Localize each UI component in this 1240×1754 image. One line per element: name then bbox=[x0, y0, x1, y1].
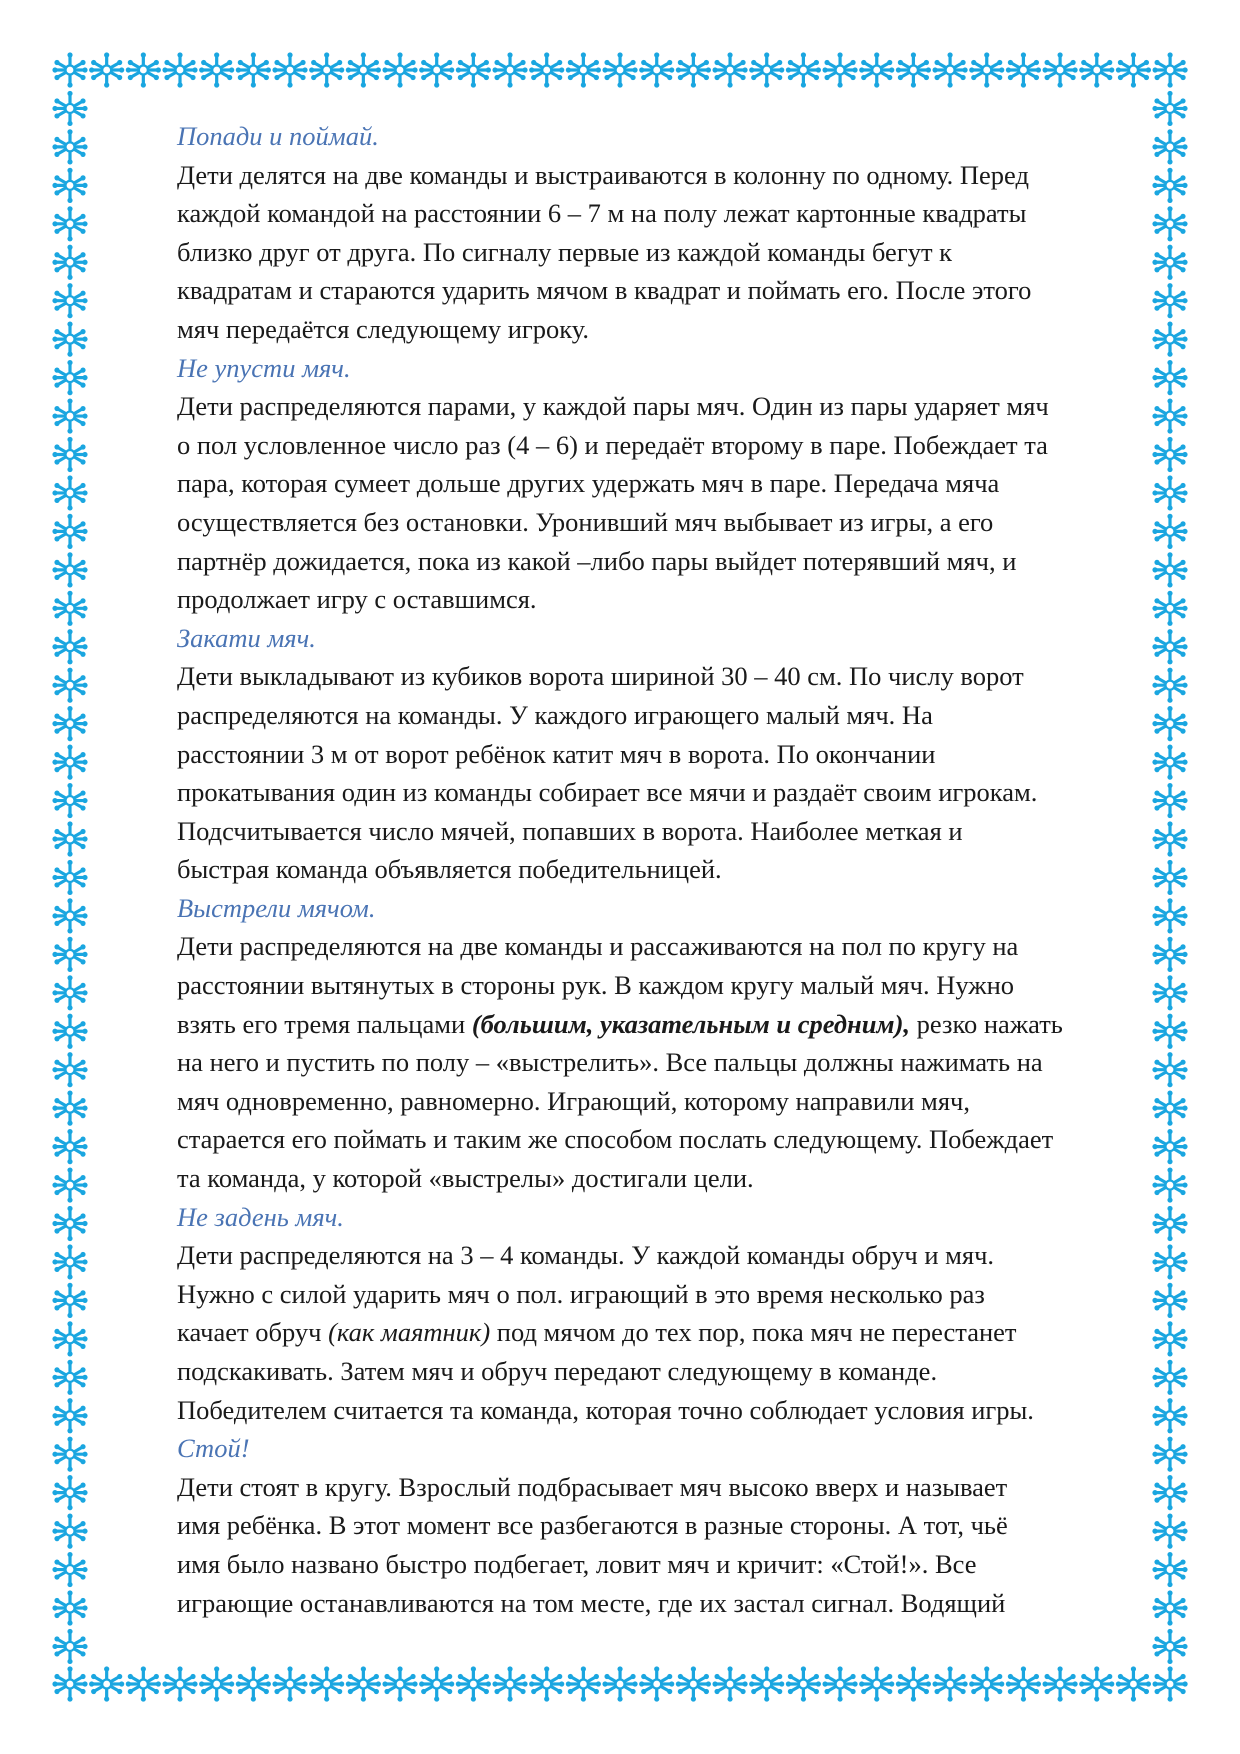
snowflake-star-icon bbox=[309, 52, 344, 87]
description-part: Дети распределяются на 3 – 4 команды. У каждой команды обруч и мяч. Нужно с силой ударить мяч о пол. играющий в это время несколько раз качает обруч bbox=[177, 1240, 995, 1348]
snowflake-star-icon bbox=[1152, 475, 1187, 510]
snowflake-star-icon bbox=[529, 52, 564, 87]
snowflake-star-icon bbox=[52, 629, 87, 664]
snowflake-star-icon bbox=[1152, 1206, 1187, 1241]
snowflake-star-icon bbox=[52, 206, 87, 241]
game-title: Стой! bbox=[177, 1433, 250, 1464]
snowflake-star-icon bbox=[162, 52, 197, 87]
snowflake-star-icon bbox=[52, 398, 87, 433]
snowflake-star-icon bbox=[1152, 129, 1187, 164]
snowflake-star-icon bbox=[1152, 1283, 1187, 1318]
snowflake-star-icon bbox=[969, 1666, 1004, 1701]
snowflake-star-icon bbox=[1153, 1666, 1188, 1701]
snowflake-star-icon bbox=[602, 52, 637, 87]
game-2 bbox=[177, 349, 1157, 619]
snowflake-star-icon bbox=[52, 129, 87, 164]
snowflake-star-icon bbox=[52, 1206, 87, 1241]
snowflake-star-icon bbox=[969, 52, 1004, 87]
snowflake-star-icon bbox=[456, 1666, 491, 1701]
snowflake-star-icon bbox=[52, 860, 87, 895]
snowflake-star-icon bbox=[676, 1666, 711, 1701]
snowflake-star-icon bbox=[1152, 168, 1187, 203]
snowflake-star-icon bbox=[52, 1167, 87, 1202]
snowflake-star-icon bbox=[52, 1590, 87, 1625]
snowflake-star-icon bbox=[52, 591, 87, 626]
snowflake-star-icon bbox=[1152, 91, 1187, 126]
snowflake-star-icon bbox=[932, 52, 967, 87]
snowflake-star-icon bbox=[566, 52, 601, 87]
snowflake-star-icon bbox=[52, 1475, 87, 1510]
snowflake-star-icon bbox=[492, 1666, 527, 1701]
snowflake-star-icon bbox=[1116, 52, 1151, 87]
snowflake-star-icon bbox=[52, 437, 87, 472]
snowflake-star-icon bbox=[52, 1129, 87, 1164]
snowflake-star-icon bbox=[1152, 706, 1187, 741]
snowflake-star-icon bbox=[1079, 52, 1114, 87]
snowflake-star-icon bbox=[1042, 1666, 1077, 1701]
snowflake-star-icon bbox=[52, 706, 87, 741]
snowflake-star-icon bbox=[236, 52, 271, 87]
snowflake-star-icon bbox=[52, 1321, 87, 1356]
snowflake-star-icon bbox=[52, 1437, 87, 1472]
snowflake-star-icon bbox=[52, 937, 87, 972]
snowflake-star-icon bbox=[89, 52, 124, 87]
snowflake-star-icon bbox=[52, 1014, 87, 1049]
description-emphasis: (большим, указательным и средним), bbox=[471, 1008, 911, 1039]
snowflake-star-icon bbox=[236, 1666, 271, 1701]
snowflake-star-icon bbox=[52, 1629, 87, 1664]
snowflake-star-icon bbox=[309, 1666, 344, 1701]
snowflake-star-icon bbox=[382, 1666, 417, 1701]
snowflake-star-icon bbox=[639, 1666, 674, 1701]
snowflake-star-icon bbox=[749, 1666, 784, 1701]
snowflake-star-icon bbox=[52, 821, 87, 856]
snowflake-star-icon bbox=[52, 1514, 87, 1549]
snowflake-star-icon bbox=[1116, 1666, 1151, 1701]
snowflake-star-icon bbox=[749, 52, 784, 87]
snowflake-star-icon bbox=[1152, 398, 1187, 433]
snowflake-star-icon bbox=[1152, 1360, 1187, 1395]
snowflake-star-icon bbox=[786, 1666, 821, 1701]
snowflake-star-icon bbox=[199, 52, 234, 87]
game-description: Дети выкладывают из кубиков ворота шириной 30 – 40 см. По числу ворот распределяются на команды. У каждого играющего малый мяч. На расстоянии 3 м от ворот ребёнок катит мяч в ворота. По окончании прокатывания один из команды собирает все мячи и раздаёт своим игрокам. Подсчитывается число мячей, попавших в ворота. Наиболее меткая и быстрая команда объявляется победительницей. bbox=[177, 661, 1038, 885]
snowflake-star-icon bbox=[1152, 1091, 1187, 1126]
snowflake-star-icon bbox=[1152, 1514, 1187, 1549]
snowflake-star-icon bbox=[859, 1666, 894, 1701]
snowflake-star-icon bbox=[1006, 1666, 1041, 1701]
description-emphasis: (как маятник) bbox=[328, 1317, 491, 1348]
description-part: под мячом до тех пор, пока мяч не перестанет подскакивать. Затем мяч и обруч передают следующему в команде. Победителем считается та команда, которая точно соблюдает условия игры. bbox=[177, 1317, 1034, 1425]
snowflake-star-icon bbox=[52, 1666, 87, 1701]
snowflake-star-icon bbox=[859, 52, 894, 87]
snowflake-star-icon bbox=[1152, 245, 1187, 280]
snowflake-star-icon bbox=[712, 1666, 747, 1701]
snowflake-star-icon bbox=[1152, 1552, 1187, 1587]
document-body bbox=[177, 117, 1157, 1622]
snowflake-star-icon bbox=[676, 52, 711, 87]
game-description: Дети распределяются парами, у каждой пары мяч. Один из пары ударяет мяч о пол условленное число раз (4 – 6) и передаёт второму в паре. Побеждает та пара, которая сумеет дольше других удержать мяч в паре. Передача мяча осуществляется без остановки. Уронивший мяч выбывает из игры, а его партнёр дожидается, пока из какой –либо пары выйдет потерявший мяч, и продолжает игру с оставшимся. bbox=[177, 391, 1049, 615]
snowflake-star-icon bbox=[52, 745, 87, 780]
snowflake-star-icon bbox=[1152, 591, 1187, 626]
snowflake-star-icon bbox=[52, 475, 87, 510]
snowflake-star-icon bbox=[1152, 898, 1187, 933]
game-title: Не задень мяч. bbox=[177, 1201, 344, 1232]
snowflake-star-icon bbox=[822, 52, 857, 87]
snowflake-star-icon bbox=[382, 52, 417, 87]
snowflake-star-icon bbox=[712, 52, 747, 87]
game-description bbox=[177, 927, 1157, 1197]
snowflake-star-icon bbox=[52, 1552, 87, 1587]
snowflake-star-icon bbox=[1152, 975, 1187, 1010]
snowflake-star-icon bbox=[1152, 322, 1187, 357]
snowflake-star-icon bbox=[52, 52, 87, 87]
snowflake-star-icon bbox=[1152, 860, 1187, 895]
snowflake-star-icon bbox=[1042, 52, 1077, 87]
snowflake-star-icon bbox=[52, 514, 87, 549]
snowflake-star-icon bbox=[529, 1666, 564, 1701]
snowflake-star-icon bbox=[272, 52, 307, 87]
snowflake-star-icon bbox=[1152, 1475, 1187, 1510]
snowflake-star-icon bbox=[126, 1666, 161, 1701]
game-1 bbox=[177, 117, 1157, 349]
snowflake-star-icon bbox=[1152, 783, 1187, 818]
game-title: Не упусти мяч. bbox=[177, 352, 351, 383]
snowflake-star-icon bbox=[52, 1091, 87, 1126]
snowflake-star-icon bbox=[1006, 52, 1041, 87]
snowflake-star-icon bbox=[52, 360, 87, 395]
snowflake-star-icon bbox=[1152, 1629, 1187, 1664]
snowflake-star-icon bbox=[52, 283, 87, 318]
game-description: Дети делятся на две команды и выстраиваются в колонну по одному. Перед каждой командой на расстоянии 6 – 7 м на полу лежат картонные квадраты близко друг от друга. По сигналу первые из каждой команды бегут к квадратам и стараются ударить мячом в квадрат и поймать его. После этого мяч передаётся следующему игроку. bbox=[177, 159, 1032, 344]
snowflake-star-icon bbox=[1152, 1014, 1187, 1049]
snowflake-star-icon bbox=[52, 1398, 87, 1433]
snowflake-star-icon bbox=[419, 52, 454, 87]
snowflake-star-icon bbox=[456, 52, 491, 87]
snowflake-star-icon bbox=[52, 975, 87, 1010]
game-3 bbox=[177, 619, 1157, 889]
snowflake-star-icon bbox=[89, 1666, 124, 1701]
game-5 bbox=[177, 1198, 1157, 1430]
snowflake-star-icon bbox=[52, 898, 87, 933]
snowflake-star-icon bbox=[272, 1666, 307, 1701]
snowflake-star-icon bbox=[1152, 668, 1187, 703]
snowflake-star-icon bbox=[1152, 206, 1187, 241]
snowflake-star-icon bbox=[896, 1666, 931, 1701]
game-4 bbox=[177, 889, 1157, 1198]
snowflake-star-icon bbox=[1152, 283, 1187, 318]
game-description bbox=[177, 1236, 1157, 1429]
snowflake-star-icon bbox=[52, 245, 87, 280]
snowflake-star-icon bbox=[52, 1052, 87, 1087]
snowflake-star-icon bbox=[52, 91, 87, 126]
snowflake-star-icon bbox=[1152, 360, 1187, 395]
snowflake-star-icon bbox=[1152, 1398, 1187, 1433]
snowflake-star-icon bbox=[419, 1666, 454, 1701]
snowflake-star-icon bbox=[162, 1666, 197, 1701]
snowflake-star-icon bbox=[932, 1666, 967, 1701]
game-6 bbox=[177, 1429, 1157, 1622]
snowflake-star-icon bbox=[1152, 1129, 1187, 1164]
snowflake-star-icon bbox=[1152, 1052, 1187, 1087]
snowflake-star-icon bbox=[1152, 629, 1187, 664]
snowflake-star-icon bbox=[1152, 514, 1187, 549]
snowflake-star-icon bbox=[896, 52, 931, 87]
snowflake-star-icon bbox=[1152, 1167, 1187, 1202]
snowflake-star-icon bbox=[52, 668, 87, 703]
snowflake-star-icon bbox=[1079, 1666, 1114, 1701]
snowflake-star-icon bbox=[52, 1244, 87, 1279]
snowflake-star-icon bbox=[126, 52, 161, 87]
snowflake-star-icon bbox=[1152, 1321, 1187, 1356]
snowflake-star-icon bbox=[52, 783, 87, 818]
snowflake-star-icon bbox=[199, 1666, 234, 1701]
snowflake-star-icon bbox=[346, 1666, 381, 1701]
snowflake-star-icon bbox=[52, 1283, 87, 1318]
game-title: Закати мяч. bbox=[177, 622, 316, 653]
snowflake-star-icon bbox=[822, 1666, 857, 1701]
snowflake-star-icon bbox=[566, 1666, 601, 1701]
snowflake-star-icon bbox=[1152, 745, 1187, 780]
snowflake-star-icon bbox=[1152, 821, 1187, 856]
description-part: резко нажать на него и пустить по полу – «выстрелить». Все пальцы должны нажимать на мяч одновременно, равномерно. Играющий, которому направили мяч, старается его поймать и таким же способом послать следующему. Побеждает та команда, у которой «выстрелы» достигали цели. bbox=[177, 1008, 1063, 1194]
snowflake-star-icon bbox=[1152, 937, 1187, 972]
snowflake-star-icon bbox=[52, 168, 87, 203]
snowflake-star-icon bbox=[492, 52, 527, 87]
snowflake-star-icon bbox=[1152, 1244, 1187, 1279]
game-description: Дети стоят в кругу. Взрослый подбрасывает мяч высоко вверх и называет имя ребёнка. В этот момент все разбегаются в разные стороны. А тот, чьё имя было названо быстро подбегает, ловит мяч и кричит: «Стой!». Все играющие останавливаются на том месте, где их застал сигнал. Водящий bbox=[177, 1471, 1008, 1618]
snowflake-star-icon bbox=[1152, 437, 1187, 472]
snowflake-star-icon bbox=[1152, 1590, 1187, 1625]
snowflake-star-icon bbox=[1152, 1437, 1187, 1472]
snowflake-star-icon bbox=[52, 552, 87, 587]
game-title: Попади и поймай. bbox=[177, 121, 379, 151]
snowflake-star-icon bbox=[786, 52, 821, 87]
snowflake-star-icon bbox=[346, 52, 381, 87]
snowflake-star-icon bbox=[52, 1360, 87, 1395]
snowflake-star-icon bbox=[1153, 52, 1188, 87]
snowflake-star-icon bbox=[639, 52, 674, 87]
game-title: Выстрели мячом. bbox=[177, 892, 376, 923]
snowflake-star-icon bbox=[1152, 552, 1187, 587]
snowflake-star-icon bbox=[602, 1666, 637, 1701]
description-part: Дети распределяются на две команды и рассаживаются на пол по кругу на расстоянии вытянутых в стороны рук. В каждом кругу малый мяч. Нужно взять его тремя пальцами bbox=[177, 931, 1019, 1039]
snowflake-star-icon bbox=[52, 322, 87, 357]
